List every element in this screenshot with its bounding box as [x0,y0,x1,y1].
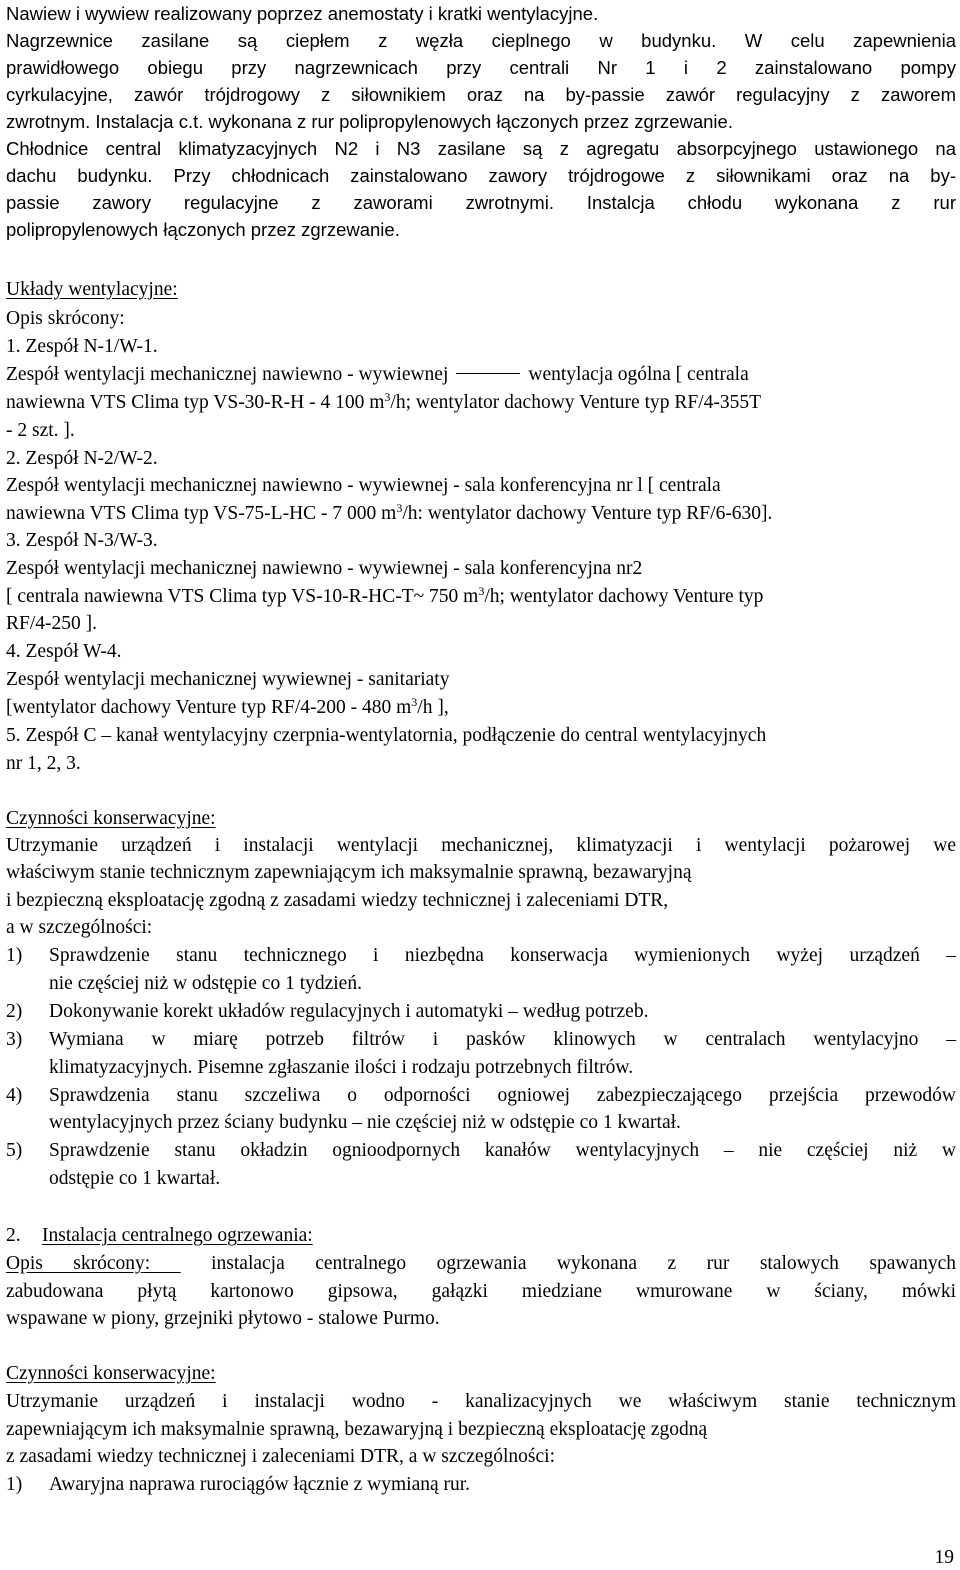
superscript: 3 [411,695,418,709]
text-span: wentylacja ogólna [ centrala [528,364,749,385]
list-number: 5) [6,1140,23,1161]
page-number: 19 [934,1547,954,1568]
unit-description-line: Zespół wentylacji mechanicznej nawiewno - wywiewnej - sala konferencyjna nr2 [6,558,643,579]
section-heading: Czynności konserwacyjne: [6,1363,216,1384]
text-span: /h: wentylator dachowy Venture typ RF/6-630]. [402,503,773,524]
list-number: 1) [6,945,23,966]
unit-title: 3. Zespół N-3/W-3. [6,530,158,551]
unit-description-line [6,500,956,527]
summary-label: Opis skrócony: [6,308,125,329]
unit-title: 1. Zespół N-1/W-1. [6,336,158,357]
paragraph-line: i bezpieczną eksploatację zgodną z zasadami wiedzy technicznej i zaleceniami DTR, [6,890,669,911]
paragraph-line: zabudowana płytą kartonowo gipsowa, gałązki miedziane wmurowane w ściany, mówki [6,1281,956,1302]
text-span: /h; wentylator dachowy Venture typ RF/4-355T [390,392,762,413]
list-text: Sprawdzenia stanu szczeliwa o odporności ogniowej zabezpieczającego przejścia przewodów [49,1085,956,1106]
paragraph-line: Nagrzewnice zasilane są ciepłem z węzła cieplnego w budynku. W celu zapewnienia [6,30,956,51]
unit-description-line: nr 1, 2, 3. [6,753,81,774]
list-text: Sprawdzenie stanu okładzin ognioodpornych kanałów wentylacyjnych – nie częściej niż w [49,1140,956,1161]
unit-description-line [6,389,956,416]
text-span: [ centrala nawiewna VTS Clima typ VS-10-R-HC-T~ 750 m [6,586,479,607]
paragraph-line: z zasadami wiedzy technicznej i zaleceniami DTR, a w szczególności: [6,1446,555,1467]
unit-description-line [6,694,956,721]
unit-description-line: Zespół wentylacji mechanicznej nawiewno - wywiewnej - sala konferencyjna nr l [ centrala [6,475,721,496]
unit-description-line: - 2 szt. ]. [6,420,75,441]
paragraph-line: Utrzymanie urządzeń i instalacji wodno - kanalizacyjnych we właściwym stanie technicznym [6,1391,956,1412]
paragraph-line: Nawiew i wywiew realizowany poprzez anemostaty i kratki wentylacyjne. [6,3,599,24]
list-number: 2) [6,1001,23,1022]
text-span: nawiewna VTS Clima typ VS-30-R-H - 4 100 m [6,392,385,413]
paragraph-line: wspawane w piony, grzejniki płytowo - stalowe Purmo. [6,1308,440,1329]
section-number: 2. [6,1225,21,1246]
list-number: 3) [6,1029,23,1050]
paragraph-line: a w szczególności: [6,917,153,938]
list-text: Sprawdzenie stanu technicznego i niezbędna konserwacja wymienionych wyżej urządzeń – [49,945,956,966]
paragraph-line: właściwym stanie technicznym zapewniającym ich maksymalnie sprawną, bezawaryjną [6,862,692,883]
list-text: Dokonywanie korekt układów regulacyjnych i automatyki – według potrzeb. [49,1001,649,1022]
list-text: wentylacyjnych przez ściany budynku – nie częściej niż w odstępie co 1 kwartał. [49,1112,681,1133]
unit-description-line: Zespół wentylacji mechanicznej wywiewnej - sanitariaty [6,669,450,690]
dash-line [456,373,520,374]
section-heading: Układy wentylacyjne: [6,279,178,300]
paragraph-line: dachu budynku. Przy chłodnicach zainstalowano zawory trójdrogowe z siłownikami oraz na by- [6,165,956,186]
list-number: 1) [6,1474,23,1495]
superscript: 3 [396,501,403,515]
superscript: 3 [478,584,485,598]
list-number: 4) [6,1085,23,1106]
text-span: instalacja centralnego ogrzewania wykonana z rur stalowych spawanych [211,1253,956,1274]
list-text: Wymiana w miarę potrzeb filtrów i pasków klinowych w centralach wentylacyjno – [49,1029,956,1050]
paragraph-line: Chłodnice central klimatyzacyjnych N2 i N3 zasilane są z agregatu absorpcyjnego ustawionego na [6,138,956,159]
text-span: /h ], [417,697,449,718]
list-text: odstępie co 1 kwartał. [49,1168,221,1189]
list-text: nie częściej niż w odstępie co 1 tydzień. [49,973,362,994]
paragraph-line: cyrkulacyjne, zawór trójdrogowy z siłownikiem oraz na by-passie zawór regulacyjny z zaworem [6,84,956,105]
unit-description-line [6,583,956,610]
text-span: /h; wentylator dachowy Venture typ [484,586,764,607]
paragraph-line: zwrotnym. Instalacja c.t. wykonana z rur polipropylenowych łączonych przez zgrzewanie. [6,111,733,132]
unit-title: 2. Zespół N-2/W-2. [6,448,158,469]
text-span: [wentylator dachowy Venture typ RF/4-200 - 480 m [6,697,412,718]
list-text: Awaryjna naprawa rurociągów łącznie z wymianą rur. [49,1474,471,1495]
list-text: klimatyzacyjnych. Pisemne zgłaszanie ilości i rodzaju potrzebnych filtrów. [49,1057,634,1078]
paragraph-line: prawidłowego obiegu przy nagrzewnicach przy centrali Nr 1 i 2 zainstalowano pompy [6,57,956,78]
unit-description-line: 5. Zespół C – kanał wentylacyjny czerpnia-wentylatornia, podłączenie do central wentylacyjnych [6,725,767,746]
text-span: Zespół wentylacji mechanicznej nawiewno - wywiewnej [6,364,449,385]
paragraph-line [6,1250,956,1277]
paragraph-line: zapewniającym ich maksymalnie sprawną, bezawaryjną i bezpieczną eksploatację zgodną [6,1419,708,1440]
section-heading: Czynności konserwacyjne: [6,808,216,829]
summary-label: Opis skrócony: [6,1253,181,1274]
paragraph-line: polipropylenowych łączonych przez zgrzewanie. [6,219,400,240]
superscript: 3 [384,390,391,404]
paragraph-line: Utrzymanie urządzeń i instalacji wentylacji mechanicznej, klimatyzacji i wentylacji pożarowej we [6,835,956,856]
text-span: nawiewna VTS Clima typ VS-75-L-HC - 7 000 m [6,503,397,524]
unit-title: 4. Zespół W-4. [6,641,122,662]
section-title: Instalacja centralnego ogrzewania: [42,1225,313,1246]
paragraph-line: passie zawory regulacyjne z zaworami zwrotnymi. Instalcja chłodu wykonana z rur [6,192,956,213]
unit-description-line [6,361,956,388]
unit-description-line: RF/4-250 ]. [6,613,98,634]
